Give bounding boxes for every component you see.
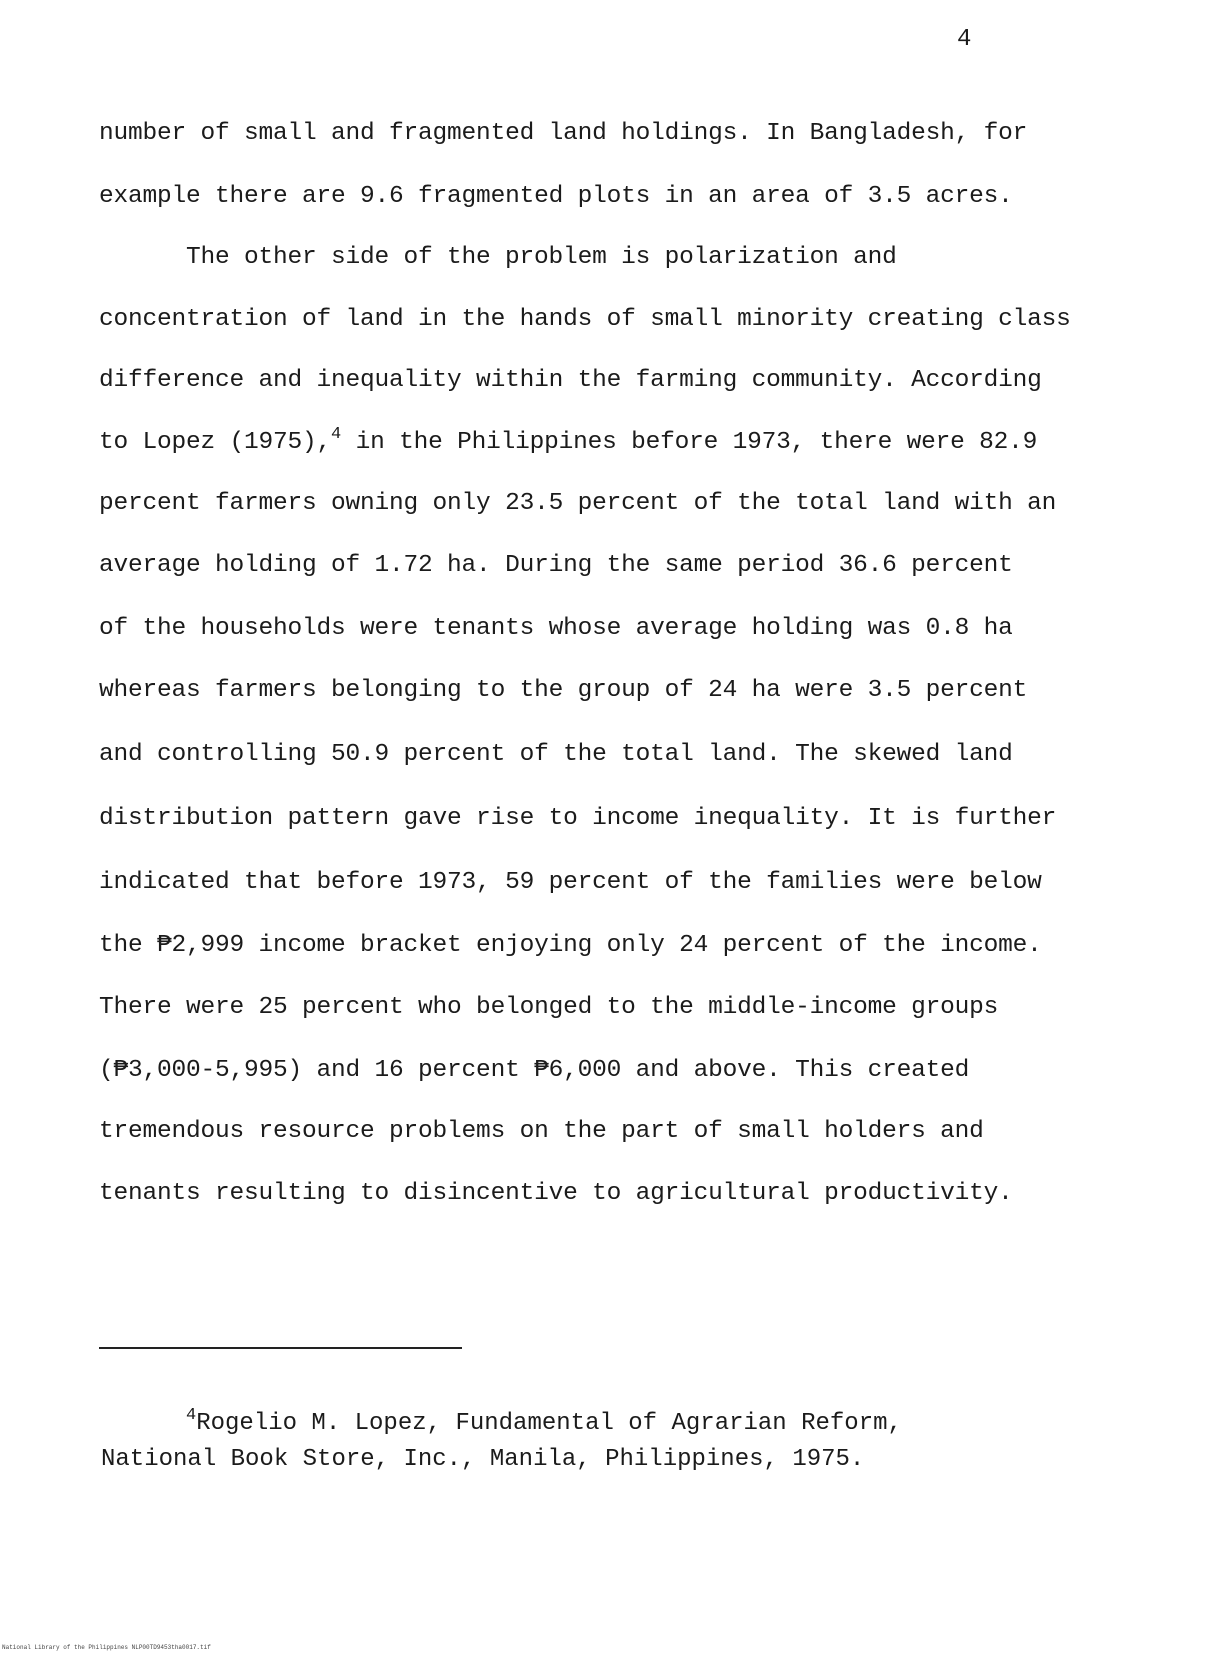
body-line-17: tremendous resource problems on the part of small holders and	[99, 1118, 984, 1145]
body-line-5: difference and inequality within the farming community. According	[99, 367, 1042, 394]
body-line-2: example there are 9.6 fragmented plots in an area of 3.5 acres.	[99, 183, 1013, 210]
footnote-text-1: Rogelio M. Lopez, Fundamental of Agrarian Reform,	[196, 1410, 902, 1437]
body-line-13: indicated that before 1973, 59 percent of the families were below	[99, 869, 1042, 896]
body-line-8: average holding of 1.72 ha. During the same period 36.6 percent	[99, 552, 1013, 579]
body-line-15: There were 25 percent who belonged to the middle-income groups	[99, 994, 999, 1021]
body-line-4: concentration of land in the hands of small minority creating class	[99, 306, 1071, 333]
body-line-9: of the households were tenants whose average holding was 0.8 ha	[99, 615, 1013, 642]
body-line-12: distribution pattern gave rise to income inequality. It is further	[99, 805, 1057, 832]
scan-credit: National Library of the Philippines NLP00TD9453tha0017.tif	[2, 1644, 211, 1651]
body-line-1: number of small and fragmented land holdings. In Bangladesh, for	[99, 120, 1028, 147]
footnote-reference-marker: 4	[331, 425, 342, 444]
body-line-18: tenants resulting to disincentive to agricultural productivity.	[99, 1180, 1013, 1207]
footnote-line-1	[186, 1406, 902, 1437]
body-line-16: (₱3,000-5,995) and 16 percent ₱6,000 and above. This created	[99, 1057, 970, 1084]
footnote-line-2: National Book Store, Inc., Manila, Philippines, 1975.	[101, 1446, 865, 1473]
body-line-3: The other side of the problem is polarization and	[186, 244, 897, 271]
page-number: 4	[957, 26, 972, 53]
footnote-marker: 4	[186, 1406, 197, 1425]
body-line-6-start: to Lopez (1975),	[99, 429, 332, 456]
body-line-11: and controlling 50.9 percent of the total land. The skewed land	[99, 741, 1013, 768]
body-line-6	[99, 425, 1038, 456]
body-line-10: whereas farmers belonging to the group of 24 ha were 3.5 percent	[99, 677, 1028, 704]
footnote-separator	[99, 1347, 462, 1349]
body-line-6-end: in the Philippines before 1973, there were 82.9	[341, 429, 1038, 456]
body-line-14: the ₱2,999 income bracket enjoying only 24 percent of the income.	[99, 932, 1042, 959]
body-line-7: percent farmers owning only 23.5 percent of the total land with an	[99, 490, 1057, 517]
